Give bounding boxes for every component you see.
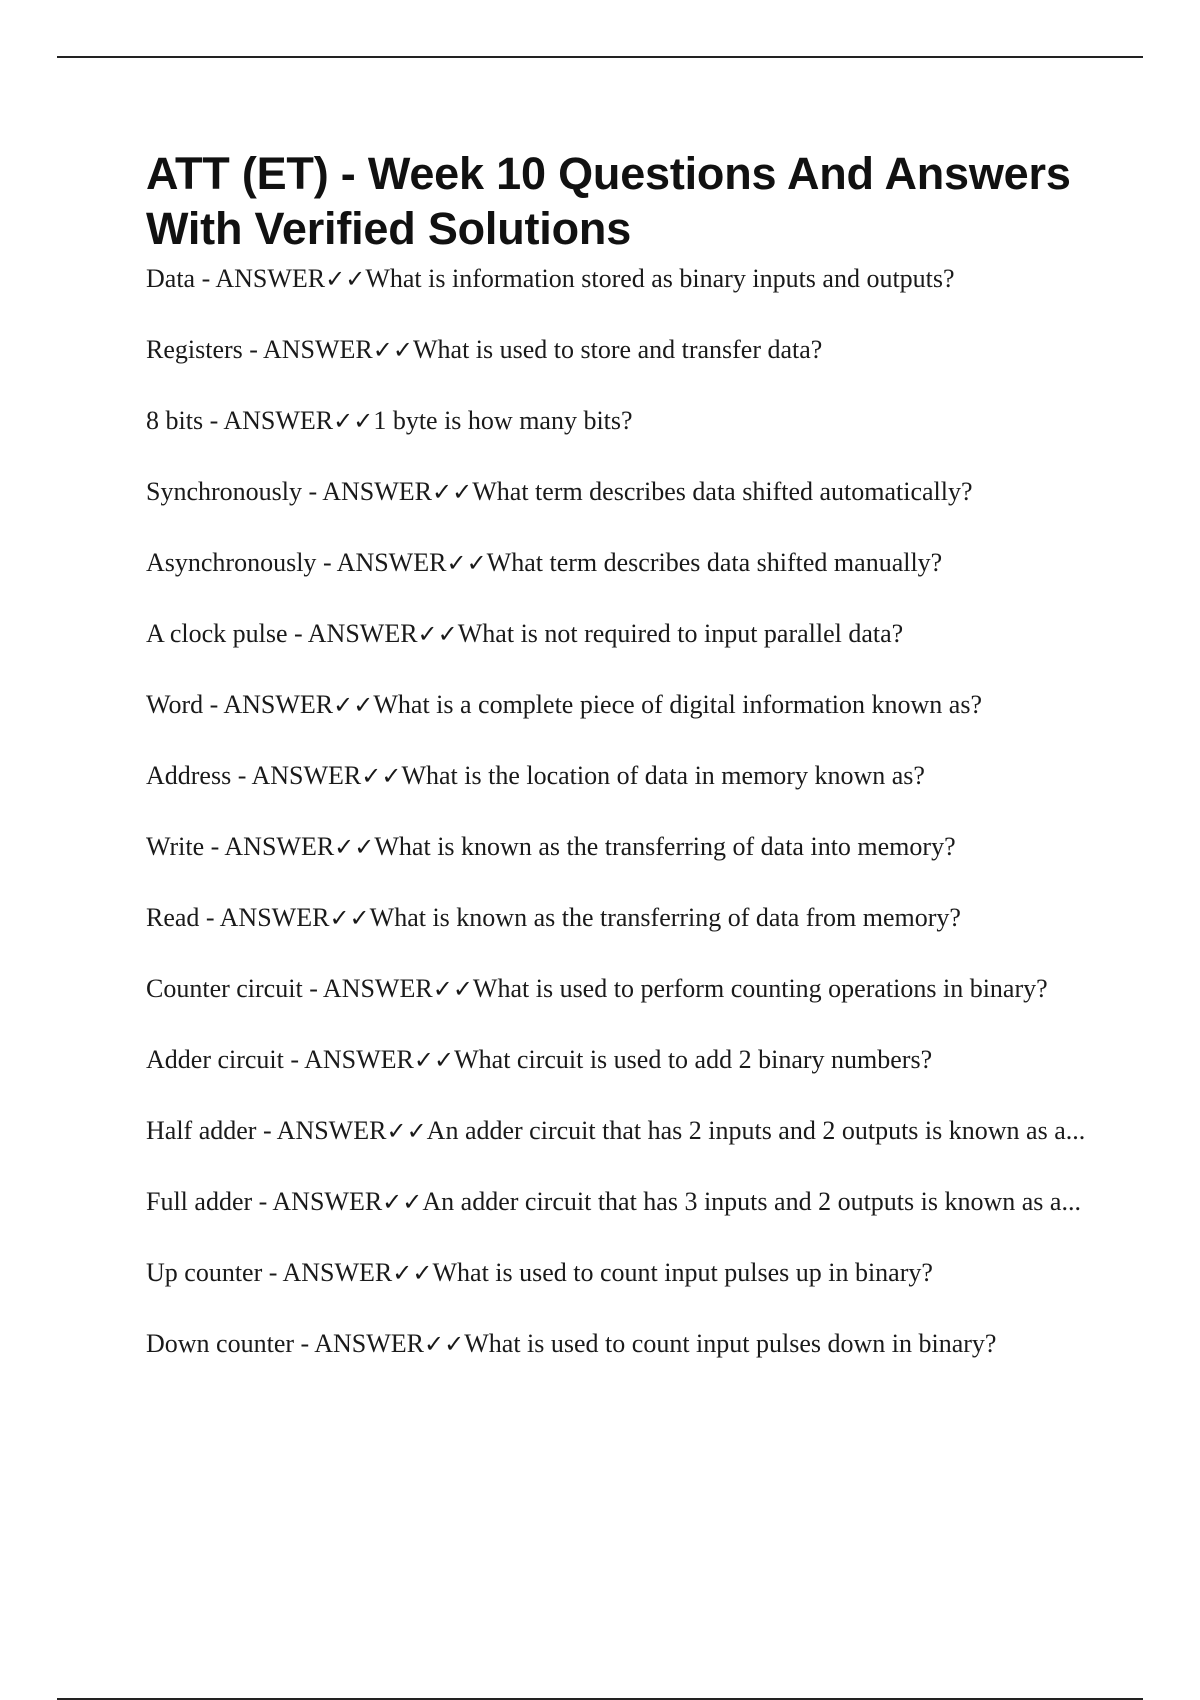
answer-label: ANSWER [263, 335, 373, 364]
answer-term: Full adder [146, 1187, 253, 1216]
answer-term: Word [146, 690, 204, 719]
check-marks-icon: ✓✓ [382, 1188, 423, 1216]
qa-item [146, 546, 1086, 580]
document-title: ATT (ET) - Week 10 Questions And Answers With Verified Solutions [146, 148, 1071, 254]
answer-label: ANSWER [322, 477, 433, 506]
answer-term: 8 bits [146, 406, 204, 435]
answer-label: ANSWER [336, 548, 447, 577]
separator: - [302, 974, 323, 1003]
document-body [146, 146, 1086, 1361]
separator: - [316, 548, 337, 577]
answer-term: A clock pulse [146, 619, 288, 648]
question-text: What is used to perform counting operations in binary? [472, 974, 1048, 1003]
qa-item [146, 901, 1086, 935]
question-text: An adder circuit that has 2 inputs and 2 outputs is known as a... [426, 1116, 1086, 1145]
check-marks-icon: ✓✓ [333, 407, 374, 435]
check-marks-icon: ✓✓ [334, 833, 375, 861]
qa-item [146, 972, 1086, 1006]
question-text: 1 byte is how many bits? [373, 406, 633, 435]
question-text: What is information stored as binary inputs and outputs? [365, 264, 955, 293]
answer-term: Registers [146, 335, 243, 364]
separator: - [283, 1045, 305, 1074]
check-marks-icon: ✓✓ [392, 1259, 433, 1287]
question-text: What term describes data shifted automatically? [472, 477, 973, 506]
qa-item [146, 830, 1086, 864]
check-marks-icon: ✓✓ [333, 691, 374, 719]
qa-item [146, 617, 1086, 651]
check-marks-icon: ✓✓ [386, 1117, 427, 1145]
question-text: What is used to count input pulses down in binary? [464, 1329, 997, 1358]
answer-label: ANSWER [314, 1329, 425, 1358]
answer-term: Synchronously [146, 477, 302, 506]
question-text: What is not required to input parallel data? [457, 619, 904, 648]
answer-label: ANSWER [304, 1045, 414, 1074]
answer-term: Asynchronously [146, 548, 317, 577]
qa-item [146, 1114, 1086, 1148]
answer-term: Read [146, 903, 200, 932]
separator: - [262, 1258, 283, 1287]
answer-label: ANSWER [223, 690, 334, 719]
separator: - [302, 477, 323, 506]
answer-term: Half adder [146, 1116, 257, 1145]
separator: - [252, 1187, 273, 1216]
qa-list [146, 262, 1086, 1361]
question-text: What is the location of data in memory known as? [401, 761, 925, 790]
qa-item [146, 1256, 1086, 1290]
answer-label: ANSWER [307, 619, 418, 648]
separator: - [231, 761, 252, 790]
answer-label: ANSWER [276, 1116, 387, 1145]
separator: - [242, 335, 263, 364]
separator: - [199, 903, 220, 932]
question-text: An adder circuit that has 3 inputs and 2 outputs is known as a... [422, 1187, 1081, 1216]
qa-item [146, 1327, 1086, 1361]
separator: - [203, 690, 224, 719]
answer-label: ANSWER [322, 974, 433, 1003]
separator: - [203, 406, 224, 435]
answer-label: ANSWER [272, 1187, 383, 1216]
separator: - [204, 832, 225, 861]
check-marks-icon: ✓✓ [432, 478, 473, 506]
answer-label: ANSWER [282, 1258, 393, 1287]
check-marks-icon: ✓✓ [329, 904, 370, 932]
qa-item [146, 404, 1086, 438]
check-marks-icon: ✓✓ [325, 265, 366, 293]
check-marks-icon: ✓✓ [432, 975, 473, 1003]
qa-item [146, 1043, 1086, 1077]
check-marks-icon: ✓✓ [417, 620, 458, 648]
qa-item [146, 759, 1086, 793]
answer-term: Counter circuit [146, 974, 303, 1003]
question-text: What term describes data shifted manually? [486, 548, 943, 577]
answer-label: ANSWER [219, 903, 330, 932]
answer-label: ANSWER [215, 264, 326, 293]
question-text: What is a complete piece of digital information known as? [373, 690, 982, 719]
qa-item [146, 475, 1086, 509]
question-text: What circuit is used to add 2 binary numbers? [454, 1045, 933, 1074]
check-marks-icon: ✓✓ [413, 1046, 455, 1074]
answer-term: Write [146, 832, 205, 861]
answer-label: ANSWER [251, 761, 362, 790]
answer-label: ANSWER [223, 406, 334, 435]
check-marks-icon: ✓✓ [361, 762, 402, 790]
separator: - [287, 619, 308, 648]
separator: - [294, 1329, 315, 1358]
qa-item [146, 262, 1086, 296]
question-text: What is known as the transferring of data into memory? [374, 832, 956, 861]
check-marks-icon: ✓✓ [372, 336, 413, 364]
qa-item [146, 688, 1086, 722]
answer-term: Address [146, 761, 232, 790]
answer-term: Down counter [146, 1329, 295, 1358]
question-text: What is used to store and transfer data? [413, 335, 823, 364]
answer-term: Adder circuit [146, 1045, 284, 1074]
check-marks-icon: ✓✓ [446, 549, 487, 577]
separator: - [256, 1116, 277, 1145]
check-marks-icon: ✓✓ [424, 1330, 465, 1358]
answer-term: Data [146, 264, 196, 293]
separator: - [195, 264, 216, 293]
answer-term: Up counter [146, 1258, 263, 1287]
question-text: What is used to count input pulses up in binary? [432, 1258, 933, 1287]
top-divider [57, 56, 1143, 58]
qa-item [146, 1185, 1086, 1219]
question-text: What is known as the transferring of data from memory? [369, 903, 961, 932]
qa-item [146, 333, 1086, 367]
answer-label: ANSWER [224, 832, 335, 861]
